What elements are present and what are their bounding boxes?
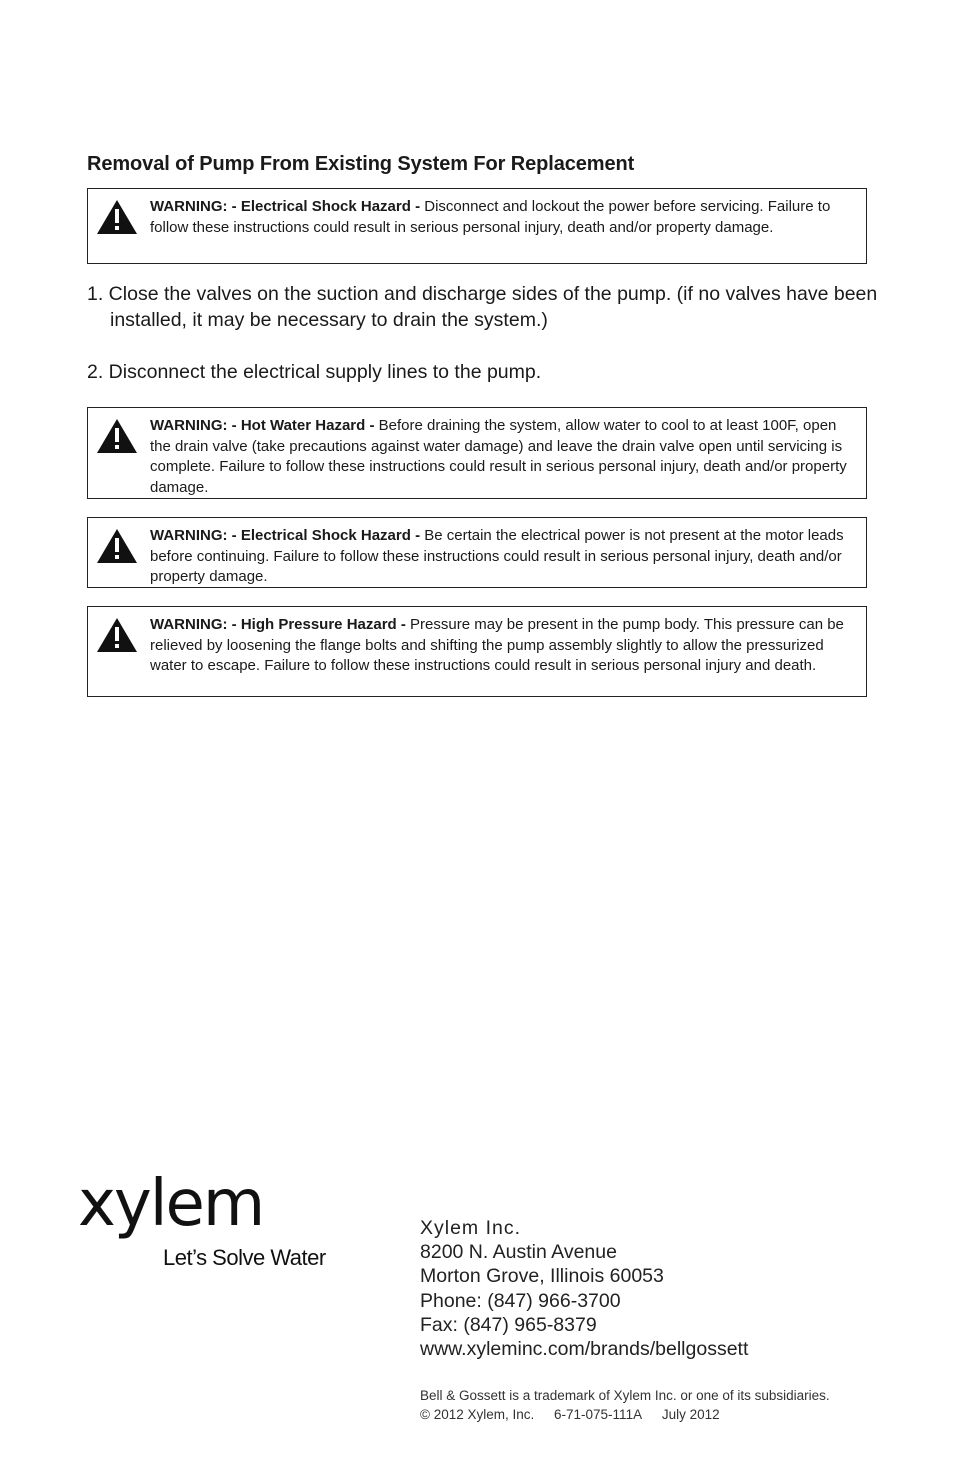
copyright-row bbox=[420, 1405, 830, 1424]
warning-lead: WARNING: - High Pressure Hazard - bbox=[150, 616, 411, 633]
document-date: July 2012 bbox=[661, 1407, 720, 1422]
section-title: Removal of Pump From Existing System For Replacement bbox=[87, 153, 635, 175]
step-1: 1. Close the valves on the suction and discharge sides of the pump. (if no valves have been installed, it may be necessary to drain the system.) bbox=[87, 283, 878, 331]
warning-text: Pressure may be present in the pump body. This pressure can be relieved by loosening the flange bolts and shifting the pump assembly slightly to allow the pressurized water to escape. Failure to follow these instructions could result in serious personal injury and death. bbox=[150, 616, 844, 674]
document-number: 6-71-075-111A bbox=[554, 1407, 643, 1422]
warning-triangle-icon bbox=[96, 617, 138, 653]
warning-triangle-icon bbox=[96, 199, 138, 235]
address-website: www.xyleminc.com/brands/bellgossett bbox=[420, 1338, 749, 1361]
logo-tagline: Let’s Solve Water bbox=[163, 1245, 326, 1270]
logo-wordmark: xylem bbox=[78, 1167, 264, 1241]
warning-hot-water bbox=[87, 407, 867, 499]
fineprint bbox=[420, 1386, 830, 1424]
warning-electrical-shock-1 bbox=[87, 188, 867, 264]
step-2: 2. Disconnect the electrical supply lines to the pump. bbox=[87, 361, 542, 383]
address-street: 8200 N. Austin Avenue bbox=[420, 1241, 617, 1264]
warning-triangle-icon bbox=[96, 528, 138, 564]
warning-lead: WARNING: - Electrical Shock Hazard - bbox=[150, 198, 425, 215]
warning-text: Be certain the electrical power is not present at the motor leads before continuing. Failure to follow these instructions could result in serious personal injury, death and/or property damage. bbox=[150, 527, 844, 585]
warning-high-pressure bbox=[87, 606, 867, 697]
xylem-logo bbox=[78, 1168, 368, 1278]
warning-text: Disconnect and lockout the power before servicing. Failure to follow these instructions could result in serious personal injury, death and/or property damage. bbox=[150, 198, 831, 236]
warning-lead: WARNING: - Hot Water Hazard - bbox=[150, 417, 379, 434]
trademark-notice: Bell & Gossett is a trademark of Xylem Inc. or one of its subsidiaries. bbox=[420, 1388, 830, 1403]
company-address bbox=[420, 1216, 748, 1361]
warning-text: Before draining the system, allow water to cool to at least 100F, open the drain valve (take precautions against water damage) and leave the drain valve open until servicing is complete. Failure to follow these instructions could result in serious personal injury, death and/or property damage. bbox=[150, 417, 847, 496]
company-name: Xylem Inc. bbox=[420, 1217, 522, 1239]
warning-lead: WARNING: - Electrical Shock Hazard - bbox=[150, 527, 425, 544]
address-city: Morton Grove, Illinois 60053 bbox=[420, 1265, 664, 1288]
copyright: © 2012 Xylem, Inc. bbox=[420, 1407, 535, 1422]
address-phone: Phone: (847) 966-3700 bbox=[420, 1289, 621, 1312]
address-fax: Fax: (847) 965-8379 bbox=[420, 1313, 597, 1336]
warning-electrical-shock-2 bbox=[87, 517, 867, 588]
warning-triangle-icon bbox=[96, 418, 138, 454]
